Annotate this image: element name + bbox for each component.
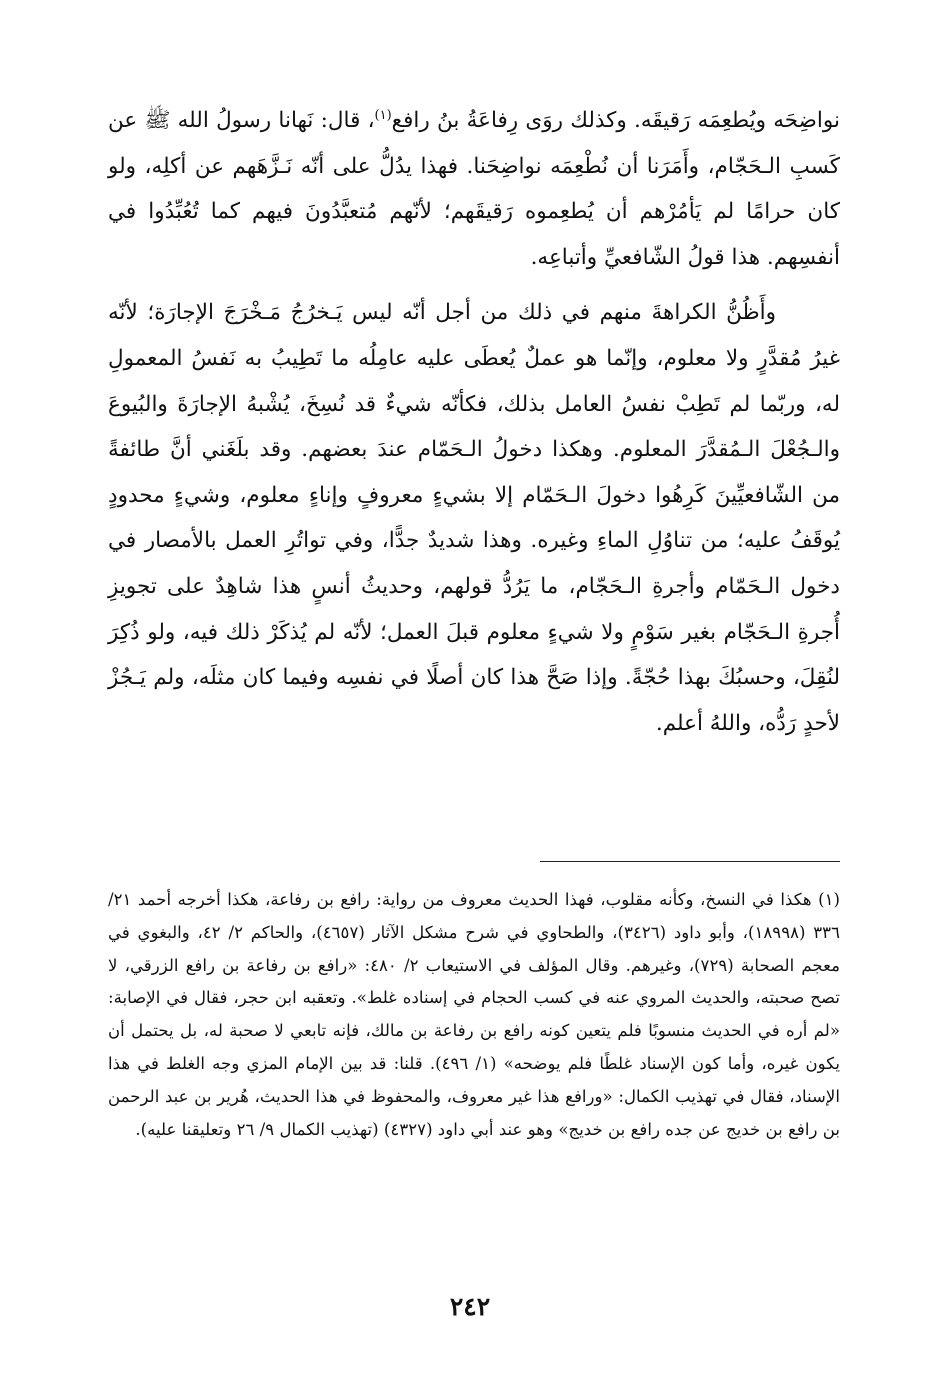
footnote-1: (١) هكذا في النسخ، وكأنه مقلوب، فهذا الحديث معروف من رواية: رافع بن رفاعة، هكذا أخرجه أحمد ٢١/ ٣٣٦ (١٨٩٩٨)، وأبو داود (٣٤٢٦)، والطحاوي في شرح مشكل الآثار (٤٦٥٧)، والحاكم ٢/ ٤٢، والبغوي في معجم الصحابة (٧٢٩)، وغيرهم. وقال المؤلف في الاستيعاب ٢/ ٤٨٠: «رافع بن رفاعة بن رافع الزرقي، لا تصح صحبته، والحديث المروي عنه في كسب الحجام في إسناده غلط». وتعقبه ابن حجر، فقال في الإصابة: «لم أره في الحديث منسوبًا فلم يتعين كونه رافع بن رفاعة بن مالك، فإنه تابعي لا صحبة له، بل يحتمل أن يكون غيره، وأما كون الإسناد غلطًا فلم يوضحه» (١/ ٤٩٦). قلنا: قد بين الإمام المزي وجه الغلط في هذا الإسناد، فقال في تهذيب الكمال: «ورافع هذا غير معروف، والمحفوظ في هذا الحديث، هُرير بن عبد الرحمن بن رافع بن خديج عن جده رافع بن خديج» وهو عند أبي داود (٤٣٢٧) (تهذيب الكمال ٩/ ٢٦ وتعليقنا عليه). — [108, 890, 841, 1139]
main-paragraph-1: نواضِحَه ويُطعِمَه رَقيقَه. وكذلك روَى رِفاعَةُ بنُ رافع$^{(١)}$، قال: نَهانا رسولُ الله ﷺ عن كَسبِ الـحَجّام، وأَمَرَنا أن نُطْعِمَه نواضِحَنا. فهذا يدُلُّ على أنّه نَـزَّهَهم عن أكلِه، ولو كان حرامًا لم يَأمُرْهم أن يُطعِموه رَقيقَهم؛ لأنّهم مُتعبَّدُونَ فيهم كما تُعُبِّدُوا في أنفسِهم. هذا قولُ الشّافعيِّ وأتباعِه. — [108, 107, 840, 270]
footnote-separator — [540, 861, 840, 862]
footnotes — [108, 884, 840, 1146]
page-number: ٢٤٢ — [449, 1292, 491, 1321]
main-text — [108, 98, 840, 746]
footnote-reference[interactable]: (١) — [374, 107, 392, 123]
main-paragraph-2: وأَظُنُّ الكراهةَ منهم في ذلك من أجل أنّه ليس يَـخرُجُ مَـخْرَجَ الإجارَة؛ لأنّه غيرُ مُقدَّرٍ ولا معلوم، وإنّما هو عملٌ يُعطَى عليه عامِلُه ما تَطِيبُ به نَفسُ المعمولِ له، وربّما لم تَطِبْ نفسُ العامل بذلك، فكأنّه شيءٌ قد نُسِخَ، يُشْبهُ الإجارَةَ والبُيوعَ والـجُعْلَ الـمُقدَّرَ المعلوم. وهكذا دخولُ الـحَمّام عندَ بعضهم. وقد بلَغَني أنَّ طائفةً من الشّافعيِّينَ كَرِهُوا دخولَ الـحَمّام إلا بشيءٍ معروفٍ وإناءٍ معلوم، وشيءٍ محدودٍ يُوقَفُ عليه؛ من تناوُلِ الماءِ وغيره. وهذا شديدٌ جدًّا، وفي تواتُرِ العمل بالأمصار في دخول الـحَمّام وأجرةِ الـحَجّام، ما يَرُدُّ قولهم، وحديثُ أنسٍ هذا شاهِدٌ على تجويزِ أُجرةِ الـحَجّام بغير سَوْمٍ ولا شيءٍ معلوم قبلَ العمل؛ لأنّه لم يُذكَرْ ذلك فيه، ولو ذُكِرَ لنُقِلَ، وحسبُكَ بهذا حُجّةً. وإذا صَحَّ هذا كان أصلًا في نفسِه وفيما كان مثلَه، ولم يَـجُزْ لأحدٍ رَدُّه، واللهُ أعلم. — [108, 300, 840, 736]
